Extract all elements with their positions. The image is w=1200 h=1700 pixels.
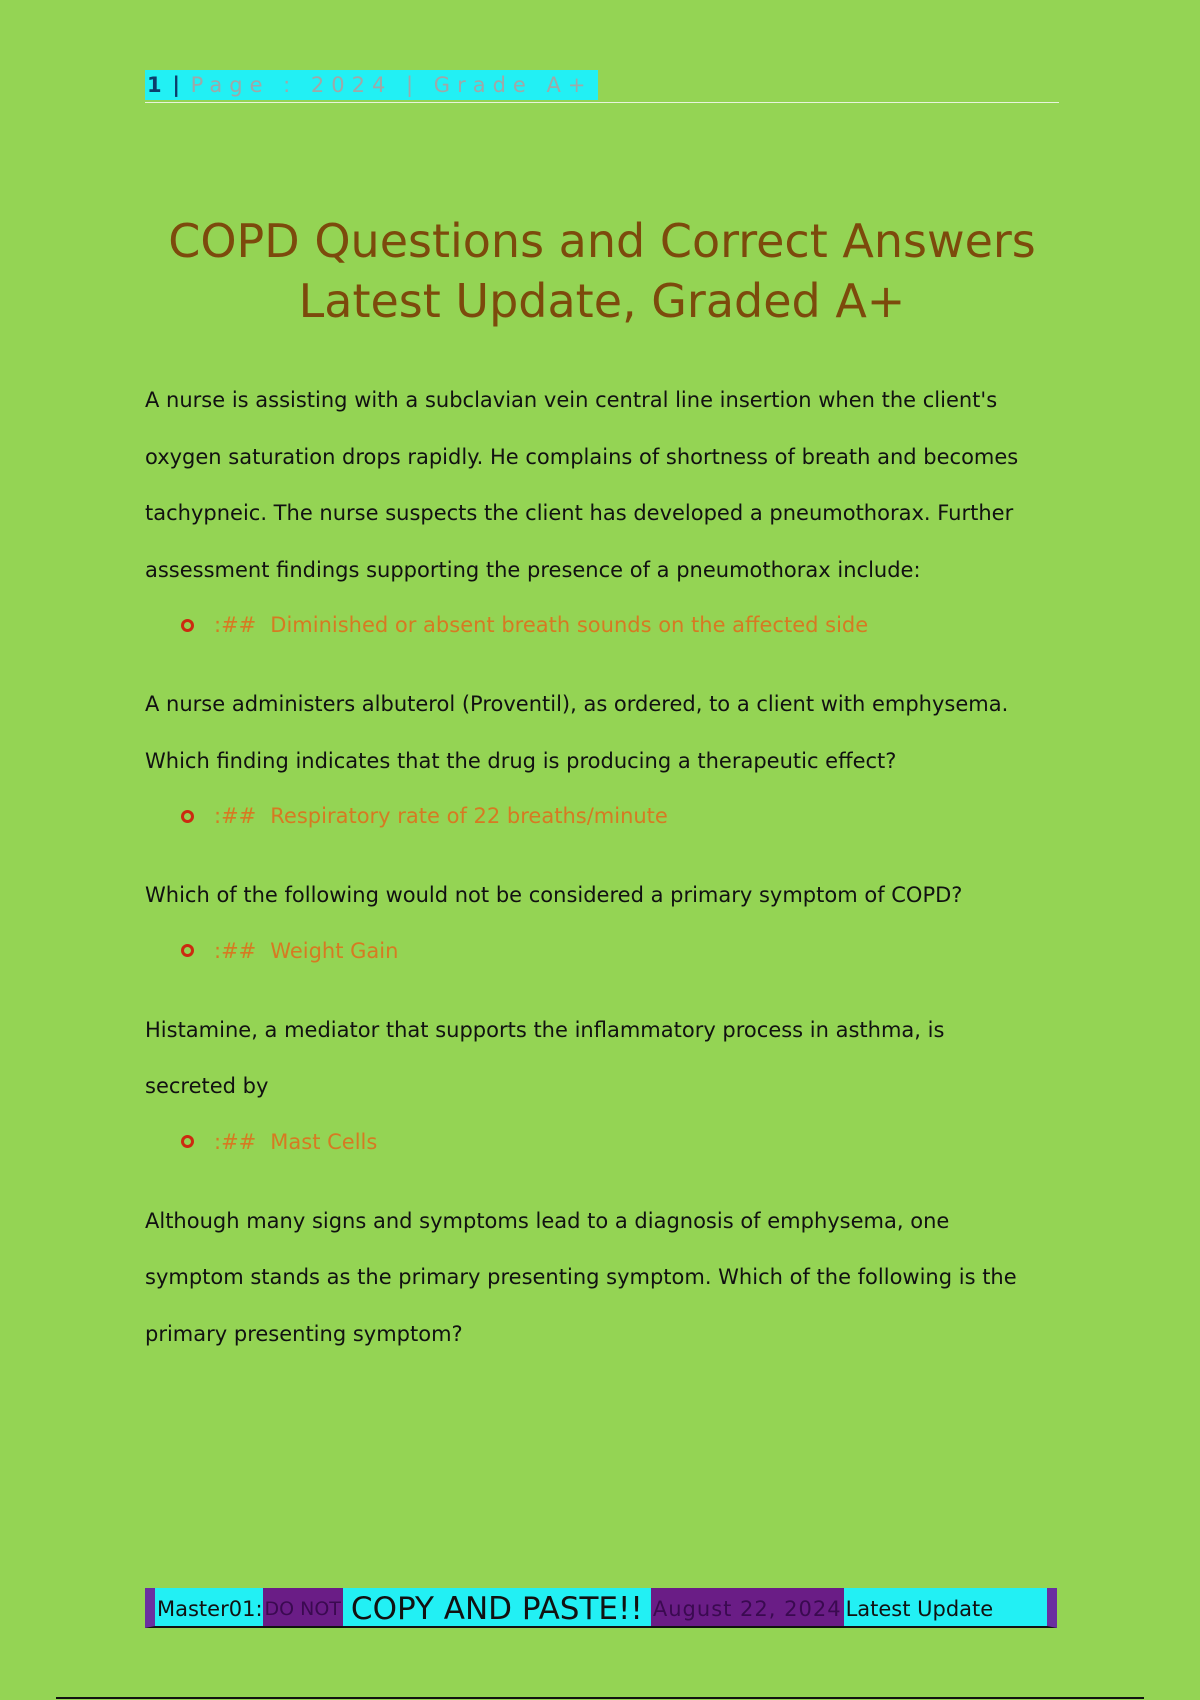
- answer-item: [181, 1124, 1075, 1160]
- page-number: 1: [147, 73, 162, 97]
- footer-do-not: DO NOT: [263, 1588, 343, 1626]
- answer-prefix: :##: [214, 938, 257, 963]
- header-page-text: Page : 2024 | Grade A+: [190, 73, 593, 97]
- answer-text: Weight Gain: [270, 938, 399, 963]
- header-separator: |: [172, 73, 180, 97]
- question-text: A nurse administers albuterol (Proventil), as ordered, to a client with emphysema. Which finding indicates that the drug is producing a therapeutic effect?: [145, 692, 1009, 773]
- qa-item: [145, 867, 1075, 969]
- answer-item: [181, 607, 1075, 643]
- footer-copy-paste: COPY AND PASTE!!: [350, 1591, 643, 1627]
- document-title: COPD Questions and Correct Answers Latest Update, Graded A+: [168, 213, 1036, 328]
- circle-bullet-icon: [181, 619, 194, 632]
- page-header: [145, 70, 1059, 103]
- circle-bullet-icon: [181, 944, 194, 957]
- circle-bullet-icon: [181, 1135, 194, 1148]
- answer-prefix: :##: [214, 804, 257, 828]
- question-text: Although many signs and symptoms lead to a diagnosis of emphysema, one symptom stands as the primary presenting symptom. Which of the following is the primary presenting symptom?: [145, 1208, 1017, 1346]
- footer-date: August 22, 2024: [651, 1588, 844, 1626]
- answer-text: Respiratory rate of 22 breaths/minute: [270, 804, 668, 828]
- page-bottom-divider: [56, 1697, 1144, 1699]
- answer-prefix: :##: [214, 1129, 257, 1154]
- answer-prefix: :##: [214, 613, 257, 637]
- footer-banner: [145, 1588, 1057, 1628]
- question-text: Histamine, a mediator that supports the inflammatory process in asthma, is secreted by: [145, 1017, 945, 1098]
- qa-item: [145, 372, 1075, 643]
- footer-latest-update: Latest Update: [845, 1597, 994, 1621]
- answer-text: Diminished or absent breath sounds on the affected side: [270, 613, 869, 637]
- circle-bullet-icon: [181, 810, 194, 823]
- qa-item: [145, 1002, 1075, 1160]
- question-text: Which of the following would not be considered a primary symptom of COPD?: [145, 883, 963, 907]
- qa-content: [145, 372, 1075, 1362]
- header-label: [145, 70, 598, 100]
- footer-master: Master01:: [157, 1597, 263, 1621]
- answer-item: [181, 933, 1075, 969]
- question-text: A nurse is assisting with a subclavian vein central line insertion when the client's oxygen saturation drops rapidly. He complains of shortness of breath and becomes tachypneic. The nurse suspects the client has developed a pneumothorax. Further assessment findings supporting the presence of a pneumothorax include:: [145, 388, 1019, 582]
- qa-item: [145, 1193, 1075, 1363]
- answer-item: [181, 798, 1075, 834]
- qa-item: [145, 676, 1075, 834]
- answer-text: Mast Cells: [270, 1129, 378, 1154]
